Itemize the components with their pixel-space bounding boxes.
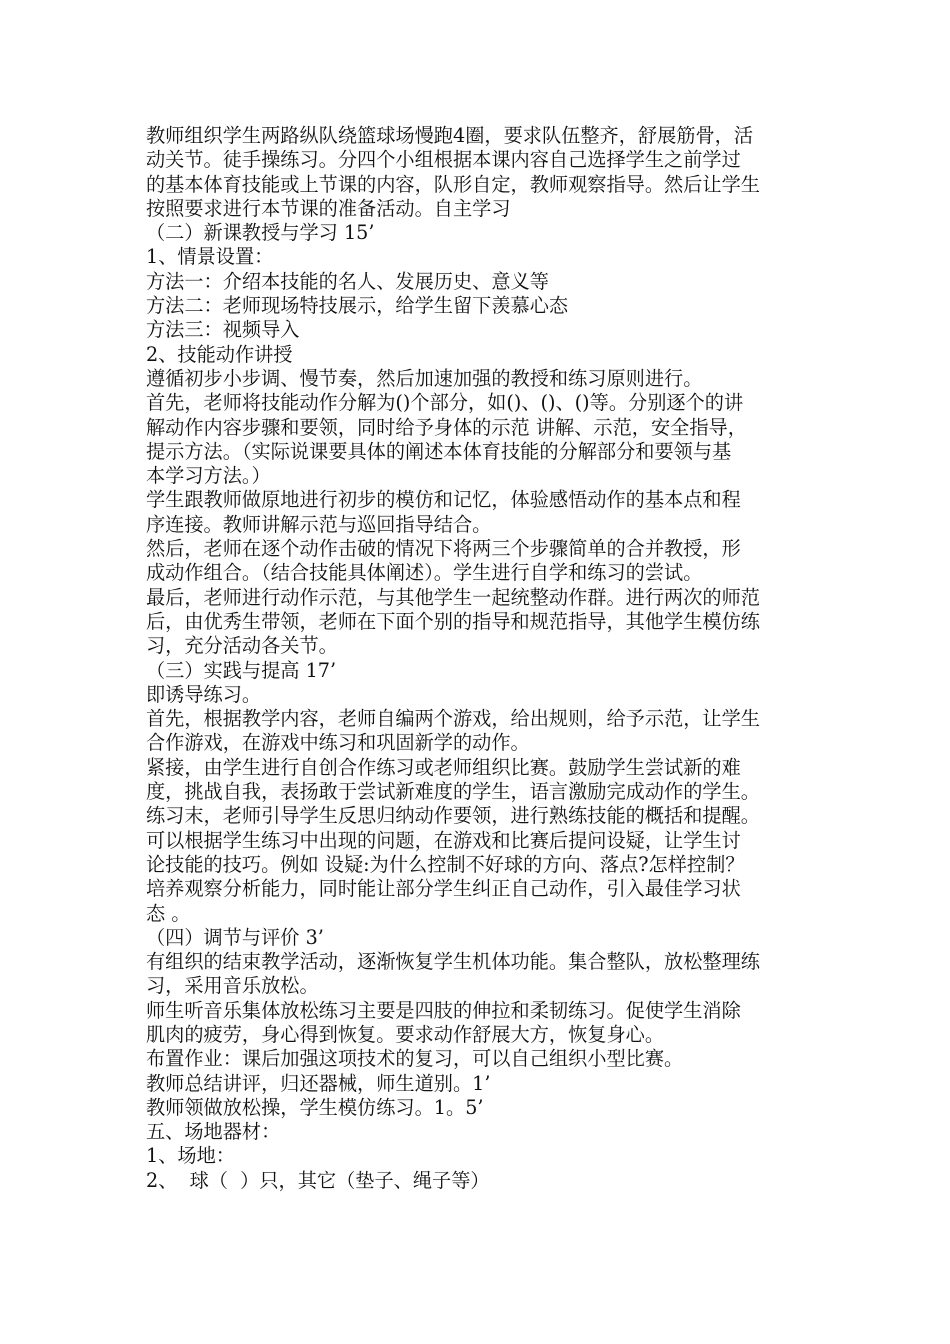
text-line: 师生听音乐集体放松练习主要是四肢的伸拉和柔韧练习。促使学生消除 — [146, 998, 741, 1022]
text-line: 教师组织学生两路纵队绕篮球场慢跑4圈，要求队伍整齐，舒展筋骨，活 — [146, 124, 754, 147]
section-heading-equipment: 五、场地器材： — [146, 1120, 281, 1144]
section-heading-new-lesson: （二）新课教授与学习 15’ — [146, 221, 375, 245]
text-line: 2、 球（ ）只，其它（垫子、绳子等） — [146, 1168, 490, 1192]
text-line: 1、情景设置： — [146, 245, 274, 269]
text-line: 2、技能动作讲授 — [146, 342, 293, 366]
text-line: 合作游戏，在游戏中练习和巩固新学的动作。 — [146, 731, 530, 755]
text-line: 的基本体育技能或上节课的内容，队形自定，教师观察指导。然后让学生 — [146, 172, 760, 196]
text-line: 方法二：老师现场特技展示，给学生留下羡慕心态 — [146, 294, 569, 318]
text-line: 练习末，老师引导学生反思归纳动作要领，进行熟练技能的概括和提醒。 — [146, 804, 760, 828]
text-line: 态 。 — [146, 901, 191, 925]
text-line: 动关节。徒手操练习。分四个小组根据本课内容自己选择学生之前学过 — [146, 148, 741, 172]
text-line: 布置作业：课后加强这项技术的复习，可以自己组织小型比赛。 — [146, 1047, 684, 1071]
text-line: 习，采用音乐放松。 — [146, 974, 319, 998]
text-line: 学生跟教师做原地进行初步的模仿和记忆，体验感悟动作的基本点和程 — [146, 488, 741, 512]
text-line: 紧接，由学生进行自创合作练习或老师组织比赛。鼓励学生尝试新的难 — [146, 755, 741, 779]
text-line: 首先，根据教学内容，老师自编两个游戏，给出规则，给予示范，让学生 — [146, 707, 760, 731]
text-line: 解动作内容步骤和要领，同时给予身体的示范 讲解、示范，安全指导， — [146, 415, 747, 439]
text-line: 肌肉的疲劳，身心得到恢复。要求动作舒展大方，恢复身心。 — [146, 1022, 665, 1046]
text-line: 可以根据学生练习中出现的问题，在游戏和比赛后提问设疑，让学生讨 — [146, 828, 741, 852]
text-line: 教师总结讲评，归还器械，师生道别。1’ — [146, 1071, 491, 1095]
section-heading-review: （四）调节与评价 3’ — [146, 925, 324, 949]
text-line: 序连接。教师讲解示范与巡回指导结合。 — [146, 512, 492, 536]
text-line: 度，挑战自我，表扬敢于尝试新难度的学生，语言激励完成动作的学生。 — [146, 780, 760, 804]
text-line: 培养观察分析能力，同时能让部分学生纠正自己动作，引入最佳学习状 — [146, 877, 741, 901]
text-line: 然后，老师在逐个动作击破的情况下将两三个步骤简单的合并教授，形 — [146, 537, 741, 561]
text-line: 论技能的技巧。例如 设疑:为什么控制不好球的方向、落点?怎样控制？ — [146, 852, 745, 876]
section-heading-practice: （三）实践与提高 17’ — [146, 658, 337, 682]
text-line: 习，充分活动各关节。 — [146, 634, 338, 658]
text-line: 成动作组合。（结合技能具体阐述）。学生进行自学和练习的尝试。 — [146, 561, 703, 585]
text-line: 方法三：视频导入 — [146, 318, 300, 342]
text-line: 最后，老师进行动作示范，与其他学生一起统整动作群。进行两次的师范 — [146, 585, 760, 609]
text-line: 后，由优秀生带领，老师在下面个别的指导和规范指导，其他学生模仿练 — [146, 609, 760, 633]
text-line: 按照要求进行本节课的准备活动。自主学习 — [146, 196, 511, 220]
text-line: 本学习方法。） — [146, 464, 271, 488]
text-line: 首先，老师将技能动作分解为()个部分，如()、()、()等。分别逐个的讲 — [146, 391, 744, 415]
text-line: 有组织的结束教学活动，逐渐恢复学生机体功能。集合整队，放松整理练 — [146, 950, 760, 974]
text-line: 即诱导练习。 — [146, 682, 262, 706]
text-line: 提示方法。（实际说课要具体的阐述本体育技能的分解部分和要领与基 — [146, 439, 732, 463]
text-line: 方法一：介绍本技能的名人、发展历史、意义等 — [146, 269, 549, 293]
text-line: 遵循初步小步调、慢节奏，然后加速加强的教授和练习原则进行。 — [146, 366, 703, 390]
text-line: 1、场地： — [146, 1144, 235, 1168]
document-body — [146, 124, 811, 1193]
text-line: 教师领做放松操，学生模仿练习。1。5’ — [146, 1095, 484, 1119]
